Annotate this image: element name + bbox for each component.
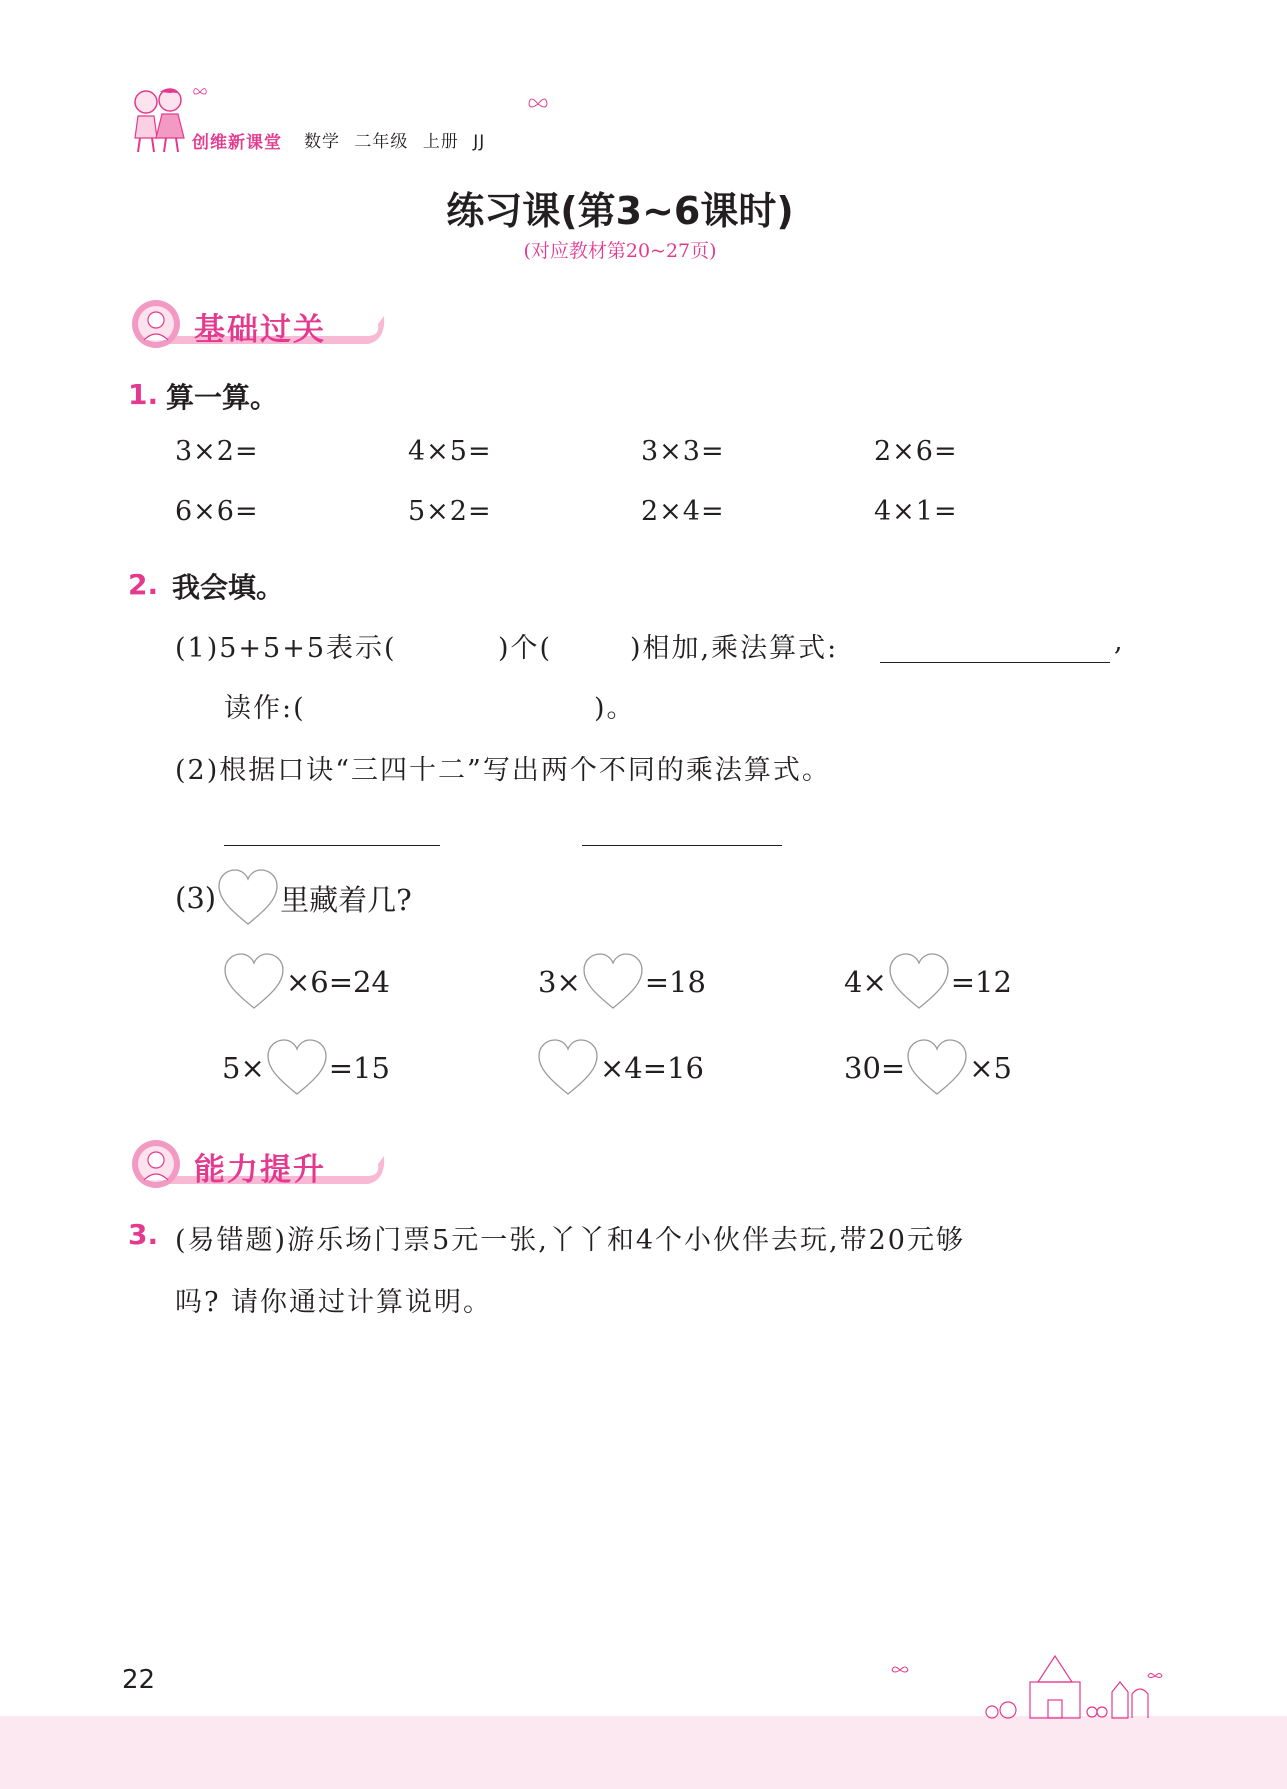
question-number: 3. — [128, 1218, 159, 1251]
q3-text-line2: 吗? 请你通过计算说明。 — [175, 1287, 493, 1318]
page-number: 22 — [122, 1665, 156, 1695]
book-info — [304, 127, 493, 152]
page-title: 练习课(第3~6课时) — [446, 189, 794, 233]
equation-right: ×5 — [969, 1051, 1012, 1085]
equation-left: 3× — [538, 965, 581, 999]
q2-part3-prefix: (3) — [175, 881, 217, 915]
comma: , — [1114, 626, 1125, 657]
q2-part1-text-c: )相加,乘法算式: — [630, 633, 839, 664]
butterfly-icon — [528, 96, 548, 112]
heart-equation — [222, 1036, 390, 1100]
calc-item: 4×5= — [408, 436, 492, 467]
heart-equation — [844, 1036, 1012, 1100]
equation-left: 4× — [844, 965, 887, 999]
heart-blank-icon[interactable] — [905, 1038, 969, 1098]
equation-left: 5× — [222, 1051, 265, 1085]
section-banner-advanced — [128, 1136, 388, 1192]
heart-equation — [222, 950, 390, 1014]
heart-equation — [844, 950, 1012, 1014]
q2-part3-suffix: 里藏着几? — [280, 882, 412, 917]
calc-item: 2×6= — [874, 436, 958, 467]
edition: JJ — [473, 132, 486, 152]
q3-text-line1: (易错题)游乐场门票5元一张,丫丫和4个小伙伴去玩,带20元够 — [175, 1225, 965, 1256]
footer-band — [0, 1716, 1287, 1789]
butterfly-icon — [193, 86, 207, 98]
q2-read-text-a: 读作:( — [224, 693, 306, 724]
heart-blank-icon[interactable] — [536, 1038, 600, 1098]
page-subtitle: (对应教材第20~27页) — [523, 240, 717, 262]
equation-right: =12 — [950, 965, 1012, 999]
volume: 上册 — [422, 132, 459, 152]
q2-part3-prompt — [175, 866, 412, 930]
q2-part1-text-a: (1)5+5+5表示( — [175, 633, 397, 664]
heart-blank-icon[interactable] — [887, 952, 951, 1012]
brand-name: 创维新课堂 — [192, 133, 282, 153]
question-title: 算一算。 — [166, 381, 279, 414]
answer-line[interactable] — [224, 845, 440, 846]
heart-blank-icon[interactable] — [265, 1038, 329, 1098]
section-label: 基础过关 — [194, 312, 326, 348]
equation-right: ×6=24 — [286, 965, 390, 999]
answer-line[interactable] — [880, 662, 1110, 663]
subject: 数学 — [304, 132, 340, 152]
heart-icon — [216, 868, 280, 928]
calc-item: 3×2= — [175, 436, 259, 467]
equation-left: 30= — [844, 1051, 906, 1085]
calc-item: 2×4= — [641, 496, 725, 527]
page-header — [128, 86, 628, 156]
section-banner-basic — [128, 296, 388, 352]
grade: 二年级 — [354, 132, 409, 152]
equation-right: ×4=16 — [600, 1051, 704, 1085]
calc-item: 4×1= — [874, 496, 958, 527]
calc-item: 5×2= — [408, 496, 492, 527]
q2-part2-text: (2)根据口诀“三四十二”写出两个不同的乘法算式。 — [175, 755, 831, 786]
question-title: 我会填。 — [172, 571, 285, 604]
heart-equation — [536, 1036, 704, 1100]
question-number: 1. — [128, 378, 159, 411]
heart-equation — [538, 950, 706, 1014]
section-label: 能力提升 — [194, 1152, 326, 1188]
answer-line[interactable] — [582, 845, 782, 846]
equation-right: =15 — [328, 1051, 390, 1085]
equation-right: =18 — [644, 965, 706, 999]
calc-item: 6×6= — [175, 496, 259, 527]
question-number: 2. — [128, 568, 159, 601]
heart-blank-icon[interactable] — [581, 952, 645, 1012]
q2-read-text-b: )。 — [594, 693, 636, 724]
calc-item: 3×3= — [641, 436, 725, 467]
kids-illustration-icon — [128, 86, 190, 154]
heart-blank-icon[interactable] — [222, 952, 286, 1012]
q2-part1-text-b: )个( — [498, 633, 553, 664]
castle-decoration-icon — [880, 1648, 1170, 1720]
